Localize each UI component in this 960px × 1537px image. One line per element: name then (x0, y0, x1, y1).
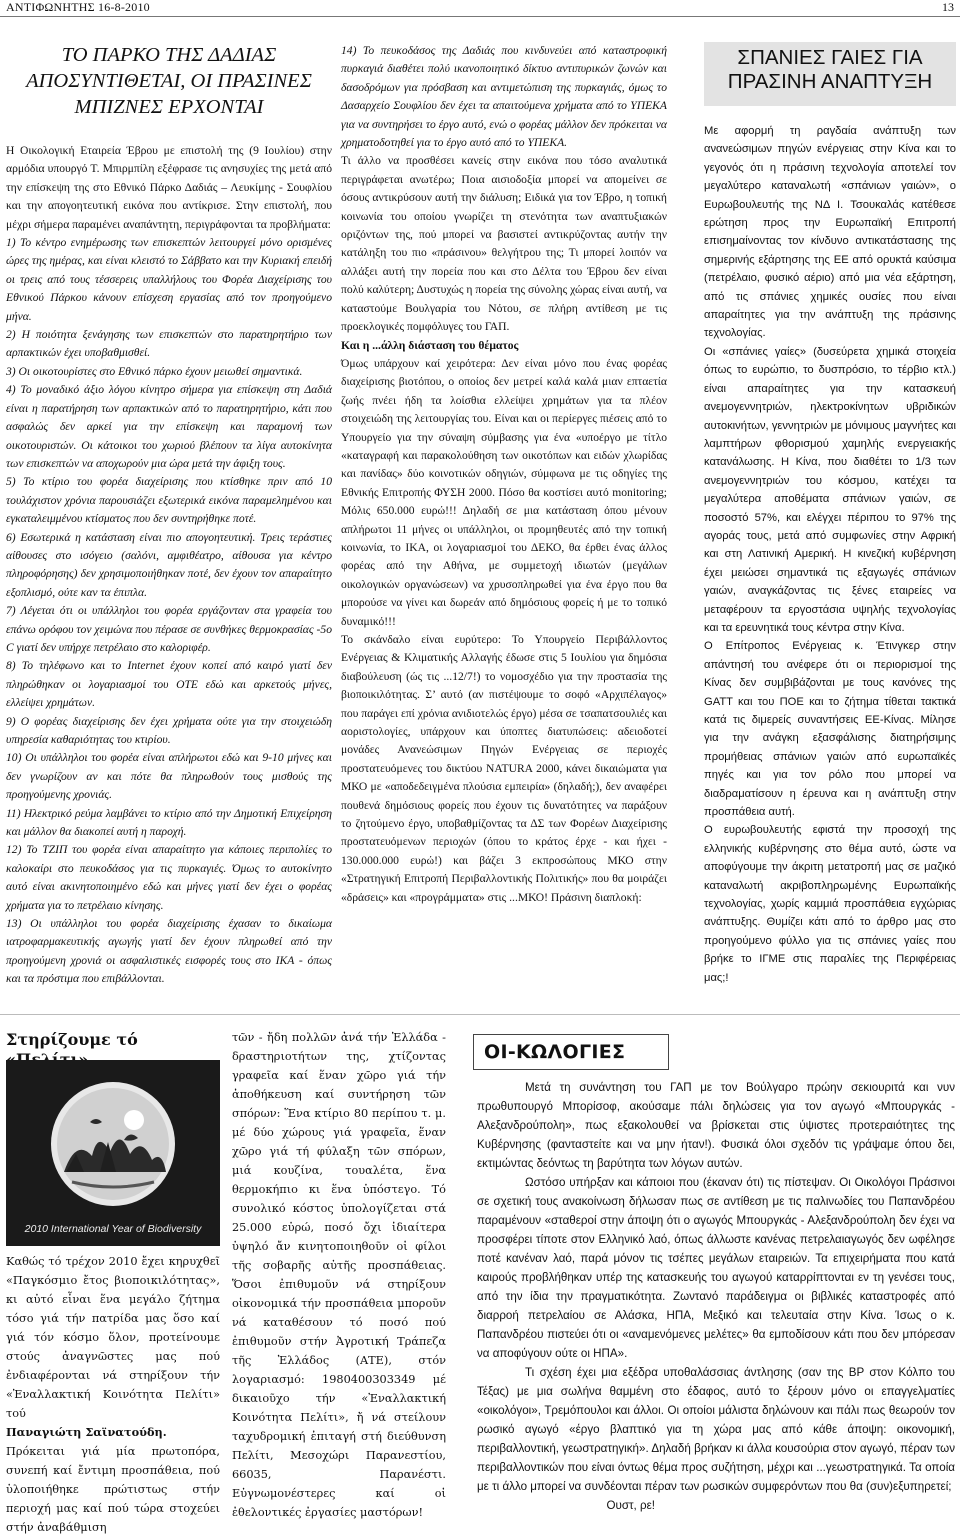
article-title: ΤΟ ΠΑΡΚΟ ΤΗΣ ΔΑΔΙΑΣ ΑΠΟΣΥΝΤΙΘΕΤΑΙ, ΟΙ ΠΡΑΣΙΝΕΣ ΜΠΙΖΝΕΣ ΕΡΧΟΝΤΑΙ (26, 44, 312, 118)
peliti-column-1 (6, 1252, 220, 1534)
article-column-2 (341, 42, 667, 992)
header-rule (0, 16, 960, 17)
article-point: 8) Το τηλέφωνο και το Internet έχουν κοπεί από καιρό γιατί δεν πληρώθηκαν οι λογαριασμοί του ΟΤΕ εδώ και αρκετούς μήνες, ελλείψει χρημάτων. (6, 659, 332, 710)
article-body: Όμως υπάρχουν καί χειρότερα: Δεν είναι μόνο που ένας φορέας διαχείρισης βιοτόπου, ο οποίος δεν μετρεί καλά καλά μιαν επταετία ζωής πνέει ήδη τα λοίσθια ελλείψει χρημάτων για τα πλέον στοιχειώδη της λειτουργίας του. Είναι και οι περίεργες πιέσεις από το Υπουργείο για την σύναψη σύμβασης για ένα «υποέργο με τίτλο «καταγραφή και παρακολούθηση των οικοτόπων και ειδών χλωρίδας και πανίδας» δύο κοινοτικών οδηγιών, σύμφωνα με τις οδηγίες της Εθνικής Επιτροπής ΦΥΣΗ 2000. Πόσο θα κοστίσει αυτό monitoring; Μόλις 650.000 ευρώ!!! Δηλαδή σε μια κατάσταση όπου μένουν απλήρωτοι 11 μήνες οι υπάλληλοι, οι προμηθευτές από την τοπική κοινωνία, το ΙΚΑ, οι λογαριασμοί του ΔΕΚΟ, θα έρθει ένας άλλος φορέας από την Αθήνα, με συμμετοχή ιδιωτών (μεγάλων οικολογικών οργανώσεων) να χρυσοπληρωθεί για ένα έργο που θα μπορούσε να γίνει και δωρεάν από δημόσιους φορείς ή με το τοπικό δυναμικό!!! (341, 356, 667, 628)
peliti-paragraph: τῶν - ἤδη πολλῶν ἀνά τήν Ἑλλάδα - δραστηριοτήτων της, χτίζοντας γραφεῖα καί ἕναν χῶρο γιά τήν ἀποθήκευση καί συντήρηση τῶν σπόρων: Ἕνα κτίριο 80 περίπου τ. μ. μέ δύο χώρους γιά γραφεῖα, ἕναν χῶρο γιά τή φύλαξη τῶν σπόρων, μιά κουζίνα, τουαλέτα, ἕνα θερμοκήπιο κι ἕνα ὑπόστεγο. Τό συνολικό κόστος ὑπολογίζεται στά 25.000 εὐρώ, ποσό ὄχι ἰδιαίτερα ὑψηλό ἄν κινητοποιηθοῦν οἱ φίλοι τῆς σοβαρῆς αὐτῆς προσπάθειας. Ὅσοι ἐπιθυμοῦν νά στηρίξουν οἰκονομικά τήν προσπάθεια μποροῦν νά καταθέσουν τό ποσό πού ἐπιθυμοῦν στήν Ἀγροτική Τράπεζα τῆς Ἑλλάδος (ΑΤΕ), στόν λογαριασμό: 1980400303349 μέ δικαιοῦχο τήν «Ἐναλλακτική Κοινότητα Πελίτι», ἤ νά στείλουν ταχυδρομική ἐπιταγή στή διεύθυνση Πελίτι, Μεσοχώρι Παρανεστίου, 66035, Παρανέστι. Εὐγνωμονέστερες καί οἱ ἐθελοντικές ἐργασίες μαστόρων! (232, 1031, 446, 1519)
article-point: 11) Ηλεκτρικό ρεύμα λαμβάνει το κτίριο από την Δημοτική Επιχείρηση και μάλλον θα διακοπεί αυτή η παροχή. (6, 806, 332, 839)
biodiversity-logo-icon (6, 1060, 220, 1246)
sidebar-column (704, 42, 956, 992)
sidebar-title: ΣΠΑΝΙΕΣ ΓΑΙΕΣ ΓΙΑ ΠΡΑΣΙΝΗ ΑΝΑΠΤΥΞΗ (704, 42, 956, 106)
peliti-paragraph: Πρόκειται γιά μία πρωτοπόρα, συνεπή καί ἔντιμη προσπάθεια, πού ὑλοποιήθηκε πρώτιστως στήν περιοχή μας καί πού τώρα στοχεύει στήν ἀναβάθμιση (6, 1445, 220, 1534)
peliti-title: Στηρίζουμε τό (6, 1030, 138, 1049)
article-point: 3) Οι οικοτουρίστες στο Εθνικό πάρκο έχουν μειωθεί σημαντικά. (6, 364, 303, 378)
kolo-paragraph: Τι σχέση έχει μια εξέδρα υποθαλάσσιας άντλησης (σαν της BP στον Κόλπο του Τέξας) με μια σωλήνα θαμμένη στο έδαφος, αυτό το ξέρουν μόνο οι επαγγελματίες «οικολόγοι», Τρεμόπουλοι και άλλοι. Οι οποίοι μάλιστα δηλώνουν και πάλι πως θεωρούν τον ρωσικό αγωγό «έργο βλαπτικό για τη χώρα μας από κάθε άποψη: οικονομική, περιβαλλοντική, γεωστρατηγική». Δηλαδή βρήκαν κι άλλα κουσούρια στον αγωγό, πέραν των περιβαλλοντικών που είναι όντως θέμα προς συζήτηση, μέχρι και ...γεωστρατηγικά. Τα οποία με τι άλλο μπορεί να συνδέονται πέραν των ρωσικών συμφερόντων που θα (συν)εξυπηρετεί; (477, 1366, 955, 1493)
newspaper-name-date: ΑΝΤΙΦΩΝΗΤΗΣ 16-8-2010 (6, 0, 150, 14)
article-body: Το σκάνδαλο είναι ευρύτερο: Το Υπουργείο Περιβάλλοντος Ενέργειας & Κλιματικής Αλλαγής έδωσε στις 5 Ιουλίου για δημόσια διαβούλευση (ώς τις ...12/7!) το νομοσχέδιο για την προστασία της βιοποικιλότητας. Σ’ αυτό (αν πιστέψουμε το σοφό «Αρχιπέλαγος» που παράγει επί χρόνια ανιδιοτελώς έργο) μέσα σε τσαπατσουλιές και αοριστολογίες, υπάρχουν και ύποπτες διατυπώσεις: αδειοδοτεί μονάδες Ανανεώσιμων Πηγών Ενέργειας σε περιοχές προστατευόμενες του δικτύου NATURA 2000, κάνει δικαιώματα για ΜΚΟ με «αποδεδειγμένα πλούσια εμπειρία» (δηλαδή;), δεν αναφέρει πουθενά δημόσιους φορείς που έχουν τις δυνατότητες να παράξουν το ζητούμενο έργο, υποβαθμίζοντας τα ΔΣ των Φορέων Διαχείρισης προστατευόμενων περιοχών (όπου το κράτος έρχε - και ήχει - 130.000.000 ευρώ!) και βάζει 3 εκπροσώπους ΜΚΟ στην «Στρατηγική Επιτροπή Περιβαλλοντικής Πολιτικής» που θα μοιράζει «δράσεις» και «προγράμματα» στις ...ΜΚΟ! Πράσινη διαπλοκή: (341, 633, 667, 904)
sidebar-paragraph: Με αφορμή τη ραγδαία ανάπτυξη των ανανεώσιμων πηγών ενέργειας στην Κίνα και το γεγονός ότι η πράσινη τεχνολογία αποτελεί τον μεγαλύτερο καταναλωτή «σπάνιων γαιών», ο Ευρωβουλευτής της ΝΔ Ι. Τσουκαλάς κατέθεσε ερώτηση προς την Ευρωπαϊκή Επιτροπή επισημαίνοντας τον κίνδυνο αντικατάστασης της σημερινής εξάρτησης της ΕΕ από ορυκτά καύσιμα (πετρέλαιο, φυσικό αέριο) από μια νέα εξάρτηση, από τις σπάνιες χημικές ουσίες που είναι απαραίτητες για την ανάπτυξη της πράσινης τεχνολογίας. (704, 125, 956, 340)
sidebar-paragraph: Ο ευρωβουλευτής εφιστά την προσοχή της ελληνικής κυβέρνησης στο θέμα αυτό, ώστε να αποφύγουμε την άκριτη μετατροπή μας σε μαζικό καταναλωτή ακριβοπληρωμένης Ευρωπαϊκής τεχνολογίας, χωρίς καμμιά προσπάθεια εγχώριας ανάπτυξης. Θυμίζει κάτι από το άρθρο μας στο προηγούμενο φύλλο για τις σπάνιες γαίες που βρήκε το ΙΓΜΕ στις παραλίες της Περιφέρειας μας;! (704, 824, 956, 984)
peliti-column-2 (232, 1028, 446, 1517)
kolo-paragraph: Μετά τη συνάντηση του ΓΑΠ με τον Βούλγαρο πρώην σεκιουριτά και νυν πρωθυπουργό Μπορίσοφ, ακούσαμε πάλι δηλώσεις για τον αγωγό «Μπουργκάς - Αλεξανδρούπολη», πως εξακολουθεί να βρίσκεται στις ύψιστες προτεραιότητες της Κυβέρνησης (φανταστείτε και να μην ήταν!). Φυσικά όλοι σχεδόν τις γράψαμε όπου δει, εκτιμώντας δεόντως τη βαρύτητα των λόγων αυτών. (477, 1081, 955, 1170)
article-point: 12) Το ΤΖΙΠ του φορέα είναι απαραίτητο για κάποιες περιπολίες το καλοκαίρι στο πευκοδάσος για τις πυρκαγιές. Όμως το αυτοκίνητο αυτό είναι ακινητοποιημένο εδώ και μήνες γιατί δεν έχει ο φορέας χρήματα για το πετρέλαιο κίνησης. (6, 843, 332, 912)
article-point: 2) Η ποιότητα ξενάγησης των επισκεπτών στο παρατηρητήριο των αρπακτικών έχει υποβαθμισθεί. (6, 328, 332, 360)
section-divider (0, 1014, 960, 1015)
page-number: 13 (942, 0, 954, 14)
kolo-paragraph: Ωστόσο υπήρξαν και κάποιοι που (έκαναν ότι) τις πίστεψαν. Οι Οικολόγοι Πράσινοι σε σχετική τους ανακοίνωση δήλωσαν πως σε αντίθεση με τις παλινωδίες του Παπανδρέου παραμένουν «σταθεροί στην άποψη ότι ο αγωγός Μπουργκάς - Αλεξανδρούπολη δεν έχει να προσφέρει τίποτε στον Ελληνικό λαό, όπως άλλωστε κανένας πετρελαιαγωγός δεν ωφέλησε ποτέ κανέναν λαό, παρά μόνον τις τσέπες μεγάλων εταιρειών. Τα επιχειρήματα που κατά καιρούς προβλήθηκαν υπέρ της κατασκευής του αγωγού καταρρίπτονται εν τη γενέσει τους, από την ίδια την πραγματικότητα. Ζωντανό παράδειγμα οι βιβλικές καταστροφές από διαρροή πετρελαίου σε Αλάσκα, ΗΠΑ, Μεξικό και τελευταία στην Κίνα. Ίσως ο κ. Παπανδρέου πιστεύει ότι οι «αναμενόμενες μελέτες» θα εμποδίσουν κάτι που δεν μπόρεσαν να αποφύγουν ούτε οι ΗΠΑ». (477, 1176, 955, 1360)
article-point: 14) Το πευκοδάσος της Δαδιάς που κινδυνεύει από καταστροφική πυρκαγιά διαθέτει πολύ ικανοποιητικό δίκτυο αντιπυρικών ζωνών και δασοδρόμων για πρόσβαση και αντιμετώπιση της πυρκαγιάς, όμως το Δασαρχείο Σουφλίου δεν έχει τα απαιτούμενα χρήματα από το ΥΠΕΚΑ για να συντηρήσει το έργο αυτό, ενώ ο φορέας μάλλον δεν πρόκειται να χρηματοδοτηθεί για το έργο αυτό από το ΥΠΕΚΑ. (341, 44, 667, 150)
article-point: 7) Λέγεται ότι οι υπάλληλοι του φορέα εργάζονταν στα γραφεία του επάνω ορόφου τον χειμώνα που πέρασε σε συνθήκες θερμοκρασίας -5ο C γιατί δεν υπήρχε πετρέλαιο στο καλοριφέρ. (6, 604, 332, 654)
article-body: Τι άλλο να προσθέσει κανείς στην εικόνα που τόσο αναλυτικά περιγράφεται ανωτέρω; Ποια αισιοδοξία μπορεί να απομείνει σε όσους αντικρύσουν αυτή την διάλυση; Ειδικά για τον Έβρο, η τοπική κοινωνία του οποίου γνωρίζει τη στενότητα των αναπτυξιακών οριζόντων της, πού μπορεί να βασιστεί αντικρύζοντας αυτήν την κατάληξη του πιο «πράσινου» θελγήτρου της; Τι μπορεί λοιπόν να αλλάξει αυτή την πορεία που και στο Δέλτα του Έβρου δεν είναι πολύ καλύτερη; Δυστυχώς η πορεία της σύνολης χώρας είναι αυτή, να καταστούμε Βουλγαρία του Νότου, σε πλήρη αντίθεση με τις προεκλογικές πομφόλυγες του ΓΑΠ. (341, 154, 667, 334)
article-point: 5) Το κτίριο του φορέα διαχείρισης που κτίσθηκε πριν από 10 τουλάχιστον χρόνια παρουσιάζει εξωτερικά εικόνα παραμελημένου και εγκαταλειμμένου κτίσματος που δεν συντηρήθηκε ποτέ. (6, 475, 332, 526)
article-intro: Η Οικολογική Εταιρεία Έβρου με επιστολή της (9 Ιουλίου) στην αρμόδια υπουργό Τ. Μπιρμπίλη εξέφρασε τις ανησυχίες της μετά από την επίσκεψη της στο Εθνικό Πάρκο Δαδιάς – Λευκίμης - Σουφλίου και την απογοητευτική εικόνα που αντίκρισε. Στην επιστολή, που μέχρι σήμερα παραμένει αναπάντητη, περιγράφονται τα προβλήματα: (6, 144, 332, 231)
article-point: 6) Εσωτερικά η κατάσταση είναι πιο απογοητευτική. Τρεις τεράστιες αίθουσες στο ισόγειο (σαλόνι, αμφιθέατρο, αίθουσα για κέντρο πληροφόρησης) δεν χρησιμοποιήθηκαν ποτέ, δεν έχουν τον απαραίτητο εξοπλισμό, ούτε καν τα έπιπλα. (6, 530, 332, 599)
image-caption: 2010 International Year of Biodiversity (24, 1223, 202, 1235)
article-subhead: Και η ...άλλη διάσταση του θέματος (341, 338, 519, 352)
sidebar-paragraph: Οι «σπάνιες γαίες» (δυσεύρετα χημικά στοιχεία όπως το ευρώπιο, το δυσπρόσιο, το τέρβιο κτλ.) είναι απαραίτητες για την κατασκευή ανεμογεννητριών, ηλεκτροκίνητων υβριδικών αυτοκινήτων, γεννητριών με μόνιμους μαγνήτες και λαμπτήρων φθορισμού χαμηλής ενεργειακής κατανάλωσης. Η Κίνα, που διαθέτει το 1/3 των ανεμογεννητριών του κόσμου, κατέχει τα μεγαλύτερα αποθέματα σπάνιων γαιών, σε ποσοστό 57%, και ελέγχει πέριπου το 97% της αγοράς τους, μετά από συμφωνίες στην Αφρική και στη Λατινική Αμερική. Η κινεζική κυβέρνηση έχει μειώσει σημαντικά τις εξαγωγές σπάνιων γαιών, αναγκάζοντας τις ξένες εταιρείες να μεταφέρουν τα εργοστάσια υψηλής τεχνολογίας και τα ερευνητικά τους κέντρα στην Κίνα. (704, 345, 956, 634)
article-point: 10) Οι υπάλληλοι του φορέα είναι απλήρωτοι εδώ και 9-10 μήνες και δεν γνωρίζουν αν και πότε θα πληρωθούν τους μισθούς της προηγούμενης χρονιάς. (6, 751, 332, 802)
page-header (0, 0, 960, 18)
kolo-title: ΟΙ-ΚΩΛΟΓΙΕΣ (484, 1041, 626, 1063)
peliti-person-name: Παναγιώτη Σαϊνατούδη. (6, 1425, 167, 1439)
sidebar-paragraph: Ο Επίτροπος Ενέργειας κ. Έτινγκερ στην απάντησή του ανέφερε ότι οι περιορισμοί της Κίνας δεν συμβιβάζονται με τους κανόνες της GATT και του ΠΟΕ και το ζήτημα τίθεται τακτικά κατά τις διμερείς συναντήσεις ΕΕ-Κίνας. Μίλησε για την ανάγκη εξασφάλισης διατηρήσιμης προμήθειας σπάνιων γαιών από ευρωπαϊκές πηγές και για τον ρόλο που μπορεί να διαδραματίσουν η έρευνα και η ανάπτυξη στην προσπάθεια αυτή. (704, 640, 956, 819)
article-column-1 (6, 42, 332, 992)
peliti-paragraph: Καθώς τό τρέχον 2010 ἔχει κηρυχθεῖ «Παγκόσμιο ἔτος βιοποικιλότητας», κι αὐτό εἶναι ἕνα μεγάλο ζήτημα τόσο γιά τήν πατρίδα μας ὅσο καί γιά τόν κόσμο ὅλον, προτείνουμε στούς ἀναγνῶστες μας πού ἐνδιαφέρονται νά στηρίξουν τήν «Ἐναλλακτική Κοινότητα Πελίτι» τού (6, 1255, 220, 1420)
kolo-signature: Ουστ, ρε! (606, 1499, 655, 1512)
article-point: 13) Οι υπάλληλοι του φορέα διαχείρισης έχασαν το δικαίωμα ιατροφαρμακευτικής αγωγής γιατί δεν έχουν πληρωθεί από την προηγούμενη χρονιά οι ασφαλιστικές εισφορές τους στο ΙΚΑ - όπως και τα πρόστιμα που επιβάλλονται. (6, 917, 332, 986)
article-point: 1) Το κέντρο ενημέρωσης των επισκεπτών λειτουργεί μόνο ορισμένες ώρες της ημέρας, και είναι κλειστό το Σάββατο και την Κυριακή επειδή οι τρεις από τους τέσσερεις υπαλλήλους του Φορέα Διαχείρισης του Εθνικού Πάρκου κάνουν επίσχεση εργασίας από τον προηγούμενο μήνα. (6, 236, 332, 323)
article-point: 4) Το μοναδικό άξιο λόγου κίνητρο σήμερα για επίσκεψη στη Δαδιά είναι η παρατήρηση των αρπακτικών από το παρατηρητήριο, κάτι που ασφαλώς δεν αρκεί για την επίσκεψη και παραμονή των οικοτουριστών. Οι κάτοικοι του χωριού βλέπουν τα λίγα αυτοκίνητα των επισκεπτών να αποχωρούν μια ώρα μετά την άφιξη τους. (6, 383, 332, 470)
kolo-title-box (473, 1034, 669, 1070)
biodiversity-image (6, 1060, 220, 1246)
article-point: 9) Ο φορέας διαχείρισης δεν έχει χρήματα ούτε για την στοιχειώδη υπηρεσία καθαριότητας του κτιρίου. (6, 714, 332, 746)
kolo-column (477, 1078, 955, 1518)
